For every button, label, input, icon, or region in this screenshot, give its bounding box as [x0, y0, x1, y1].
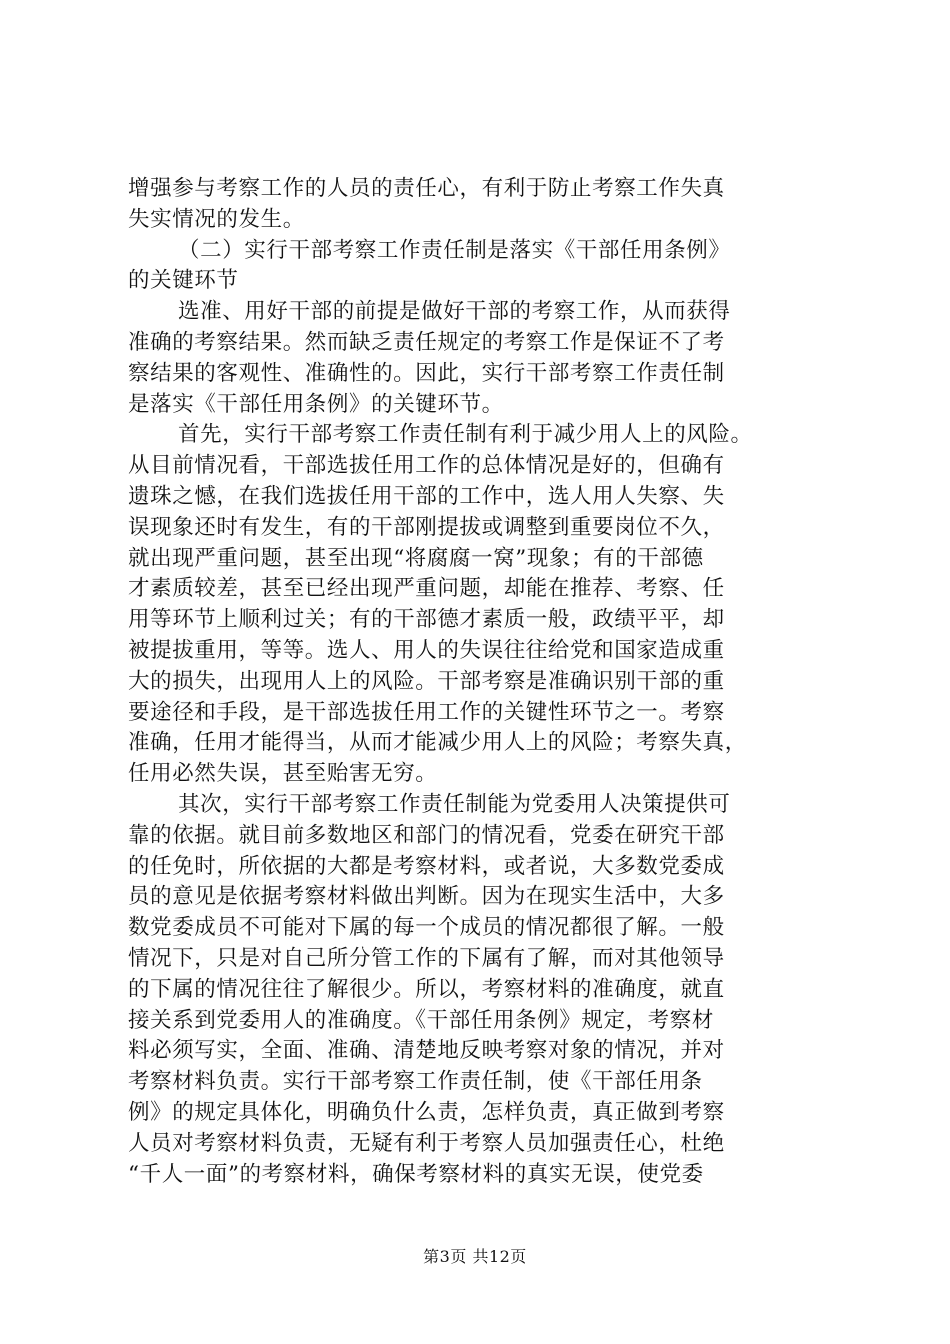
text-line: 才素质较差，甚至已经出现严重问题，却能在推荐、考察、任: [128, 576, 725, 602]
text-line: 任用必然失误，甚至贻害无穷。: [128, 761, 438, 787]
text-line: 首先，实行干部考察工作责任制有利于减少用人上的风险。: [178, 422, 753, 448]
text-line: 其次，实行干部考察工作责任制能为党委用人决策提供可: [178, 791, 731, 817]
text-line: 从目前情况看，干部选拔任用工作的总体情况是好的，但确有: [128, 453, 725, 479]
text-line: 被提拔重用，等等。选人、用人的失误往往给党和国家造成重: [128, 637, 725, 663]
page-footer: 第3页 共12页: [423, 1247, 527, 1266]
document-body: [128, 174, 828, 1190]
text-line: 人员对考察材料负责，无疑有利于考察人员加强责任心，杜绝: [128, 1130, 725, 1156]
text-line: 误现象还时有发生，有的干部刚提拔或调整到重要岗位不久，: [128, 514, 725, 540]
text-line: 要途径和手段，是干部选拔任用工作的关键性环节之一。考察: [128, 699, 725, 725]
text-line: 就出现严重问题，甚至出现“将腐腐一窝”现象；有的干部德: [128, 545, 704, 571]
text-line: 考察材料负责。实行干部考察工作责任制，使《干部任用条: [128, 1069, 703, 1095]
text-line: 大的损失，出现用人上的风险。干部考察是准确识别干部的重: [128, 668, 725, 694]
text-line: 察结果的客观性、准确性的。因此，实行干部考察工作责任制: [128, 360, 725, 386]
text-line: （二）实行干部考察工作责任制是落实《干部任用条例》: [178, 237, 731, 263]
text-line: 的关键环节: [128, 268, 239, 294]
text-line: 情况下，只是对自己所分管工作的下属有了解，而对其他领导: [128, 945, 725, 971]
text-line: 例》的规定具体化，明确负什么责，怎样负责，真正做到考察: [128, 1099, 725, 1125]
text-line: 的下属的情况往往了解很少。所以，考察材料的准确度，就直: [128, 976, 725, 1002]
text-line: 增强参与考察工作的人员的责任心，有利于防止考察工作失真: [128, 176, 725, 201]
text-line: 员的意见是依据考察材料做出判断。因为在现实生活中，大多: [128, 884, 725, 910]
text-line: “千人一面”的考察材料，确保考察材料的真实无误，使党委: [128, 1161, 704, 1187]
text-line: 靠的依据。就目前多数地区和部门的情况看，党委在研究干部: [128, 822, 725, 848]
text-line: 选准、用好干部的前提是做好干部的考察工作，从而获得: [178, 299, 731, 325]
text-line: 接关系到党委用人的准确度。《干部任用条例》规定，考察材: [128, 1007, 714, 1033]
text-line: 的任免时，所依据的大都是考察材料，或者说，大多数党委成: [128, 853, 725, 879]
text-line: 遗珠之憾，在我们选拔任用干部的工作中，选人用人失察、失: [128, 483, 725, 509]
text-line: 料必须写实，全面、准确、清楚地反映考察对象的情况，并对: [128, 1038, 725, 1064]
text-line: 失实情况的发生。: [128, 206, 305, 232]
text-line: 准确，任用才能得当，从而才能减少用人上的风险；考察失真，: [128, 730, 747, 756]
text-line: 是落实《干部任用条例》的关键环节。: [128, 391, 504, 417]
text-line: 准确的考察结果。然而缺乏责任规定的考察工作是保证不了考: [128, 329, 725, 355]
text-line: 数党委成员不可能对下属的每一个成员的情况都很了解。一般: [128, 915, 725, 941]
text-line: 用等环节上顺利过关；有的干部德才素质一般，政绩平平，却: [128, 607, 725, 633]
